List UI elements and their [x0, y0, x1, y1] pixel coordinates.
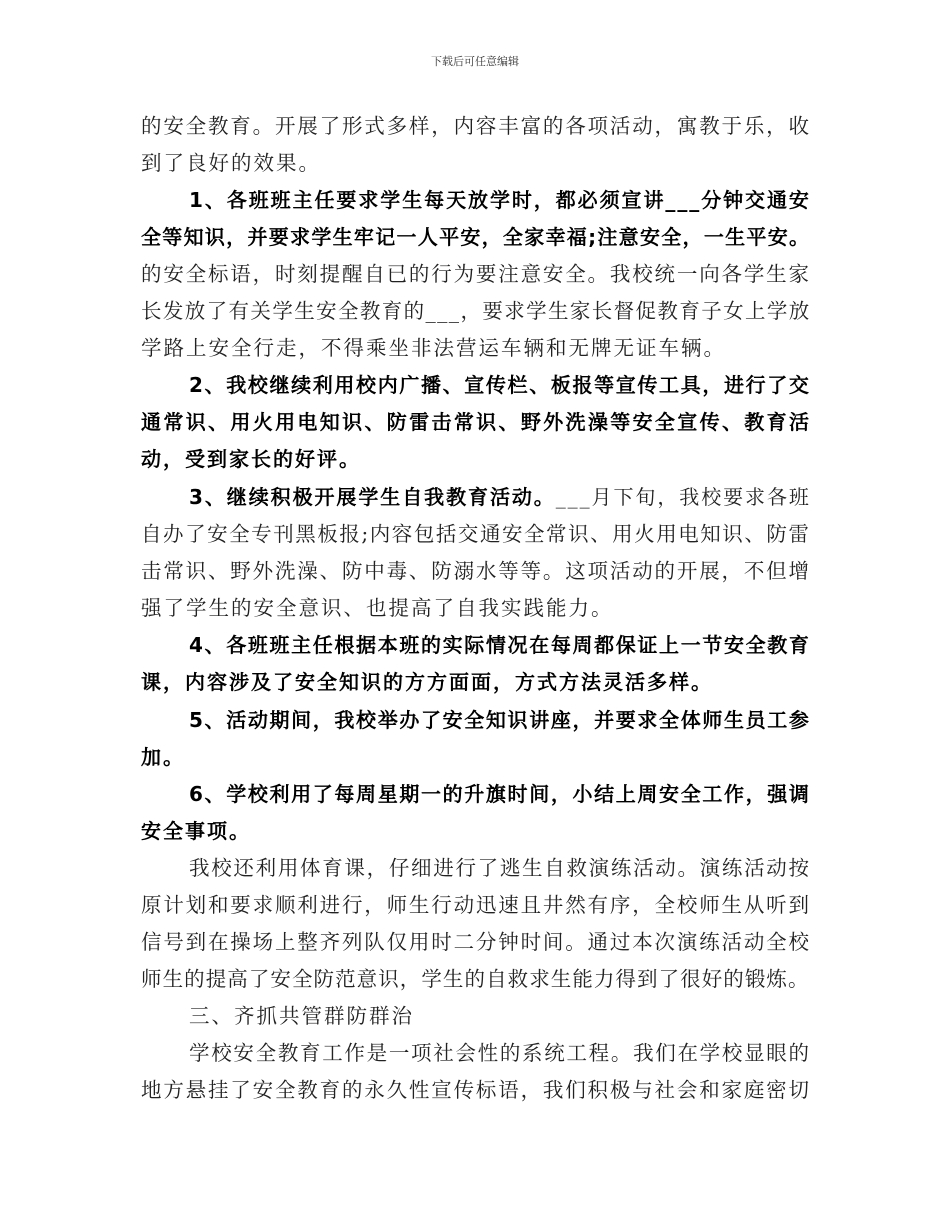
- text-line: [141, 260, 811, 288]
- line-text: 4、各班班主任根据本班的实际情况在每周都保证上一节安全教育: [189, 633, 811, 657]
- line-text: 安全事项。: [141, 819, 251, 843]
- line-text: 原计划和要求顺利进行，师生行动迅速且井然有序，全校师生从听到: [141, 893, 811, 917]
- text-line: [141, 149, 321, 177]
- text-line: [189, 631, 811, 659]
- text-line: [141, 594, 614, 622]
- text-line: [189, 780, 811, 808]
- line-text: 课，内容涉及了安全知识的方方面面，方式方法灵活多样。: [141, 670, 713, 694]
- text-line: [141, 743, 185, 771]
- text-line: [141, 1076, 811, 1104]
- text-line: [141, 297, 811, 325]
- text-line: [141, 445, 361, 473]
- text-line: [141, 891, 811, 919]
- line-text: 的安全教育。开展了形式多样，内容丰富的各项活动，寓教于乐，收: [141, 114, 811, 138]
- line-text: 6、学校利用了每周星期一的升旗时间，小结上周安全工作，强调: [189, 782, 811, 806]
- line-text: 学校安全教育工作是一项社会性的系统工程。我们在学校显眼的: [189, 1041, 811, 1065]
- text-line: [141, 408, 811, 436]
- line-text: 全等知识，并要求学生牢记一人平安，全家幸福;注意安全，一生平安。: [141, 225, 811, 249]
- line-text: 动，受到家长的好评。: [141, 447, 361, 471]
- text-line: [189, 1002, 414, 1030]
- text-line: [141, 223, 810, 251]
- line-text: 通常识、用火用电知识、防雷击常识、野外洗澡等安全宣传、教育活: [141, 410, 812, 434]
- line-text: 3、继续积极开展学生自我教育活动。: [189, 485, 556, 509]
- line-text: 学路上安全行走，不得乘坐非法营运车辆和无牌无证车辆。: [141, 336, 726, 360]
- text-line: [189, 706, 811, 734]
- text-line: [189, 1039, 811, 1067]
- text-line: [141, 112, 811, 140]
- text-line: [189, 483, 811, 511]
- line-text: 到了良好的效果。: [141, 151, 321, 175]
- line-text: 地方悬挂了安全教育的永久性宣传标语，我们积极与社会和家庭密切: [141, 1078, 811, 1102]
- line-text: 1、各班班主任要求学生每天放学时，都必须宣讲___分钟交通安: [189, 188, 811, 212]
- text-line: [141, 817, 251, 845]
- line-text: 2、我校继续利用校内广播、宣传栏、板报等宣传工具，进行了交: [189, 373, 811, 397]
- line-text: 5、活动期间，我校举办了安全知识讲座，并要求全体师生员工参: [189, 708, 811, 732]
- line-text: 我校还利用体育课，仔细进行了逃生自救演练活动。演练活动按: [189, 856, 811, 880]
- text-line: [141, 557, 811, 585]
- line-text: 三、齐抓共管群防群治: [189, 1004, 414, 1028]
- line-text: 长发放了有关学生安全教育的___，要求学生家长督促教育子女上学放: [141, 299, 811, 323]
- line-text: 的安全标语，时刻提醒自已的行为要注意安全。我校统一向各学生家: [141, 262, 811, 286]
- text-line: [189, 186, 811, 214]
- line-text: 自办了安全专刊黑板报;内容包括交通安全常识、用火用电知识、防雷: [141, 522, 811, 546]
- line-text: 加。: [141, 745, 185, 769]
- text-line: [141, 928, 811, 956]
- text-line: [189, 371, 811, 399]
- page-header: 下载后可任意编辑: [431, 55, 519, 68]
- text-line: [141, 965, 810, 993]
- line-text: 强了学生的安全意识、也提高了自我实践能力。: [141, 596, 614, 620]
- text-line: [141, 520, 810, 548]
- text-line: [141, 668, 713, 696]
- line-text: 信号到在操场上整齐列队仅用时二分钟时间。通过本次演练活动全校: [141, 930, 811, 954]
- text-line: [141, 334, 726, 362]
- line-text-tail: ___月下旬，我校要求各班: [555, 485, 811, 509]
- line-text: 师生的提高了安全防范意识，学生的自救求生能力得到了很好的锻炼。: [141, 967, 810, 991]
- text-line: [189, 854, 811, 882]
- line-text: 击常识、野外洗澡、防中毒、防溺水等等。这项活动的开展，不但增: [141, 559, 811, 583]
